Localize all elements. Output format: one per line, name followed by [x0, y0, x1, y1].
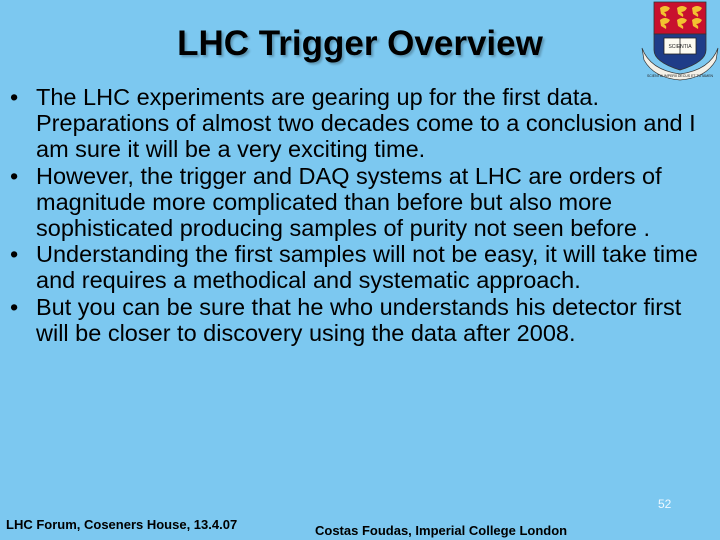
bullet-item [8, 241, 716, 293]
bullet-text: Understanding the first samples will not be easy, it will take time and requires a methodical and systematic approach. [36, 241, 698, 294]
bullet-glyph: • [10, 293, 19, 320]
footer-event: LHC Forum, Coseners House, 13.4.07 [6, 517, 238, 532]
slide-title: LHC Trigger Overview [177, 24, 543, 63]
bullet-item [8, 163, 716, 242]
svg-text:SCIENTIA: SCIENTIA [668, 44, 692, 50]
svg-text:SCIENTIA IMPERII DECUS ET TUTA: SCIENTIA IMPERII DECUS ET TUTAMEN [646, 74, 714, 78]
bullet-text: But you can be sure that he who understands his detector first will be closer to discovery using the data after 2008. [36, 293, 682, 346]
bullet-text: The LHC experiments are gearing up for the first data. Preparations of almost two decades come to a conclusion and I am sure it will be a very exciting time. [36, 84, 696, 163]
footer-author: Costas Foudas, Imperial College London [315, 523, 568, 538]
bullet-glyph: • [10, 162, 19, 189]
bullet-text: However, the trigger and DAQ systems at LHC are orders of magnitude more complicated than before but also more sophisticated producing samples of purity not seen before . [36, 162, 662, 242]
slide-number: 52 [658, 497, 672, 511]
bullet-item [8, 294, 716, 346]
bullet-glyph: • [10, 241, 19, 268]
bullet-glyph: • [10, 84, 19, 110]
bullet-list [8, 84, 716, 346]
bullet-item [8, 84, 716, 163]
imperial-college-crest-icon [640, 0, 720, 82]
